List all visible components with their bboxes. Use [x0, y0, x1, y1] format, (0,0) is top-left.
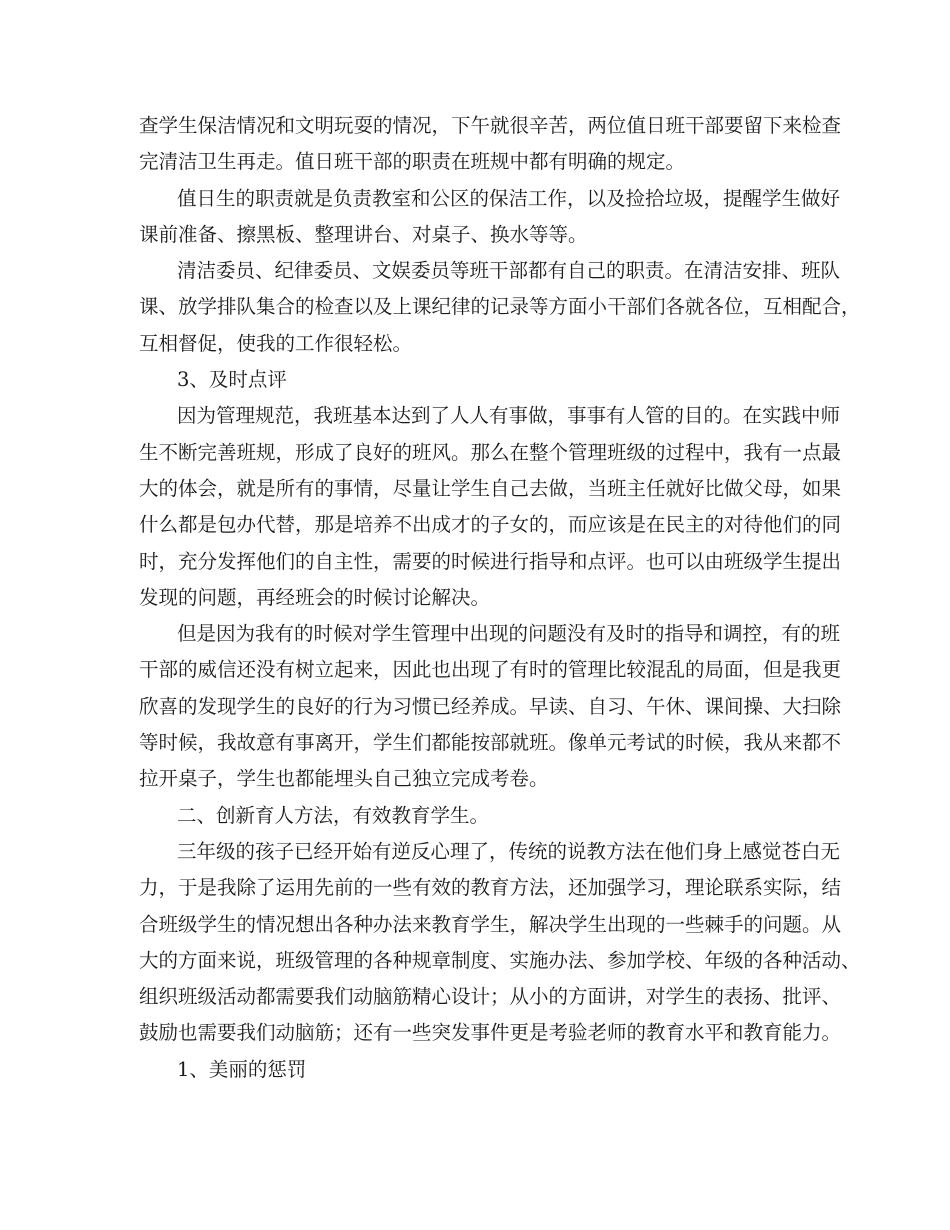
- text-line: 发现的问题，再经班会的时候讨论解决。: [139, 585, 491, 609]
- text-line: 力，于是我除了运用先前的一些有效的教育方法，还加强学习，理论联系实际，结: [139, 876, 842, 900]
- text-line: 但是因为我有的时候对学生管理中出现的问题没有及时的指导和调控，有的班: [177, 622, 841, 646]
- text-line: 课前准备、擦黑板、整理讲台、对桌子、换水等等。: [139, 222, 588, 246]
- text-line: 拉开桌子，学生也都能埋头自己独立完成考卷。: [139, 767, 549, 791]
- text-line: 课、放学排队集合的检查以及上课纪律的记录等方面小干部们各就各位，互相配合，: [139, 295, 861, 319]
- text-line: 二、创新育人方法，有效教育学生。: [177, 803, 490, 827]
- text-line: 大的方面来说，班级管理的各种规章制度、实施办法、参加学校、年级的各种活动、: [139, 948, 861, 972]
- text-line: 互相督促，使我的工作很轻松。: [139, 331, 413, 355]
- text-line: 值日生的职责就是负责教室和公区的保洁工作，以及捡拾垃圾，提醒学生做好: [177, 186, 841, 210]
- text-line: 干部的威信还没有树立起来，因此也出现了有时的管理比较混乱的局面，但是我更: [139, 658, 842, 682]
- text-line: 清洁委员、纪律委员、文娱委员等班干部都有自己的职责。在清洁安排、班队: [177, 259, 841, 283]
- text-line: 3、及时点评: [177, 368, 287, 392]
- text-line: 欣喜的发现学生的良好的行为习惯已经养成。早读、自习、午休、课间操、大扫除: [139, 694, 842, 718]
- text-line: 查学生保洁情况和文明玩耍的情况，下午就很辛苦，两位值日班干部要留下来检查: [139, 114, 842, 137]
- text-line: 时，充分发挥他们的自主性，需要的时候进行指导和点评。也可以由班级学生提出: [139, 549, 842, 573]
- text-line: 三年级的孩子已经开始有逆反心理了，传统的说教方法在他们身上感觉苍白无: [177, 839, 841, 863]
- text-line: 合班级学生的情况想出各种办法来教育学生，解决学生出现的一些棘手的问题。从: [139, 912, 842, 936]
- text-line: 等时候，我故意有事离开，学生们都能按部就班。像单元考试的时候，我从来都不: [139, 731, 842, 755]
- text-line: 大的体会，就是所有的事情，尽量让学生自己去做，当班主任就好比做父母，如果: [139, 476, 842, 500]
- text-line: 1、美丽的惩罚: [177, 1057, 307, 1081]
- document-body: [139, 108, 861, 1088]
- text-line: 生不断完善班规，形成了良好的班风。那么在整个管理班级的过程中，我有一点最: [139, 440, 842, 464]
- text-line: 鼓励也需要我们动脑筋；还有一些突发事件更是考验老师的教育水平和教育能力。: [139, 1021, 842, 1045]
- text-line: 完清洁卫生再走。值日班干部的职责在班规中都有明确的规定。: [139, 150, 686, 174]
- text-line: 因为管理规范，我班基本达到了人人有事做，事事有人管的目的。在实践中师: [177, 404, 841, 428]
- text-line: 什么都是包办代替，那是培养不出成才的子女的，而应该是在民主的对待他们的同: [139, 513, 842, 537]
- text-line: 组织班级活动都需要我们动脑筋精心设计；从小的方面讲，对学生的表扬、批评、: [139, 985, 842, 1009]
